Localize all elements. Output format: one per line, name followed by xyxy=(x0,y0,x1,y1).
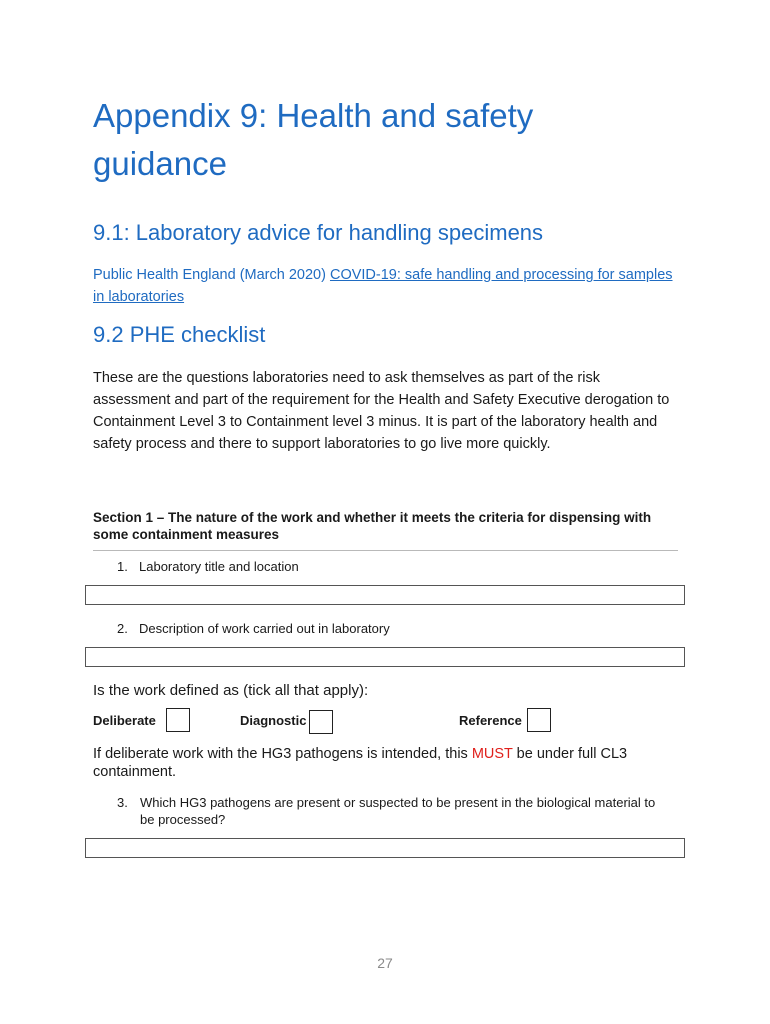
question-text: Laboratory title and location xyxy=(139,559,299,574)
section-divider xyxy=(93,550,678,551)
checklist-intro: These are the questions laboratories need to ask themselves as part of the risk assessment and part of the requirement for the Health and Safety Executive derogation to Containment Level 3 to Containment level 3 minus. It is part of the laboratory health and safety process and there to support laboratories to go live more quickly. xyxy=(93,370,670,452)
source-reference xyxy=(93,264,673,308)
covid-guidance-link[interactable]: COVID-19: safe handling and processing for samples in laboratories xyxy=(93,267,673,305)
section-9-1-title: 9.1: Laboratory advice for handling specimens xyxy=(93,220,544,245)
deliberate-checkbox[interactable] xyxy=(166,708,190,732)
note-text-end: be under full CL3 containment. xyxy=(93,746,628,780)
question-text: Description of work carried out in laboratory xyxy=(139,621,390,636)
question-number: 3. xyxy=(117,795,128,810)
diagnostic-checkbox[interactable] xyxy=(309,710,333,734)
option-diagnostic-label: Diagnostic xyxy=(240,713,307,728)
option-deliberate-label: Deliberate xyxy=(93,713,156,728)
deliberate-work-note xyxy=(93,745,678,781)
note-text: If deliberate work with the HG3 pathogens is intended, this xyxy=(93,746,472,762)
answer-field-1[interactable] xyxy=(85,585,685,605)
answer-field-3[interactable] xyxy=(85,838,685,858)
source-prefix: Public Health England (March 2020) xyxy=(93,267,330,283)
must-emphasis: MUST xyxy=(471,746,513,762)
question-number: 1. xyxy=(117,559,128,574)
section-9-2-title: 9.2 PHE checklist xyxy=(93,322,266,347)
question-1 xyxy=(117,558,677,575)
answer-field-2[interactable] xyxy=(85,647,685,667)
page-number: 27 xyxy=(377,955,393,971)
page-title: Appendix 9: Health and safety guidance xyxy=(93,97,534,182)
question-text: Which HG3 pathogens are present or suspected to be present in the biological material to be processed? xyxy=(140,795,656,827)
question-number: 2. xyxy=(117,621,128,636)
question-2 xyxy=(117,620,677,637)
section-1-heading: Section 1 – The nature of the work and whether it meets the criteria for dispensing with some containment measures xyxy=(93,510,652,542)
option-reference-label: Reference xyxy=(459,713,522,728)
tick-prompt: Is the work defined as (tick all that apply): xyxy=(93,682,369,699)
reference-checkbox[interactable] xyxy=(527,708,551,732)
